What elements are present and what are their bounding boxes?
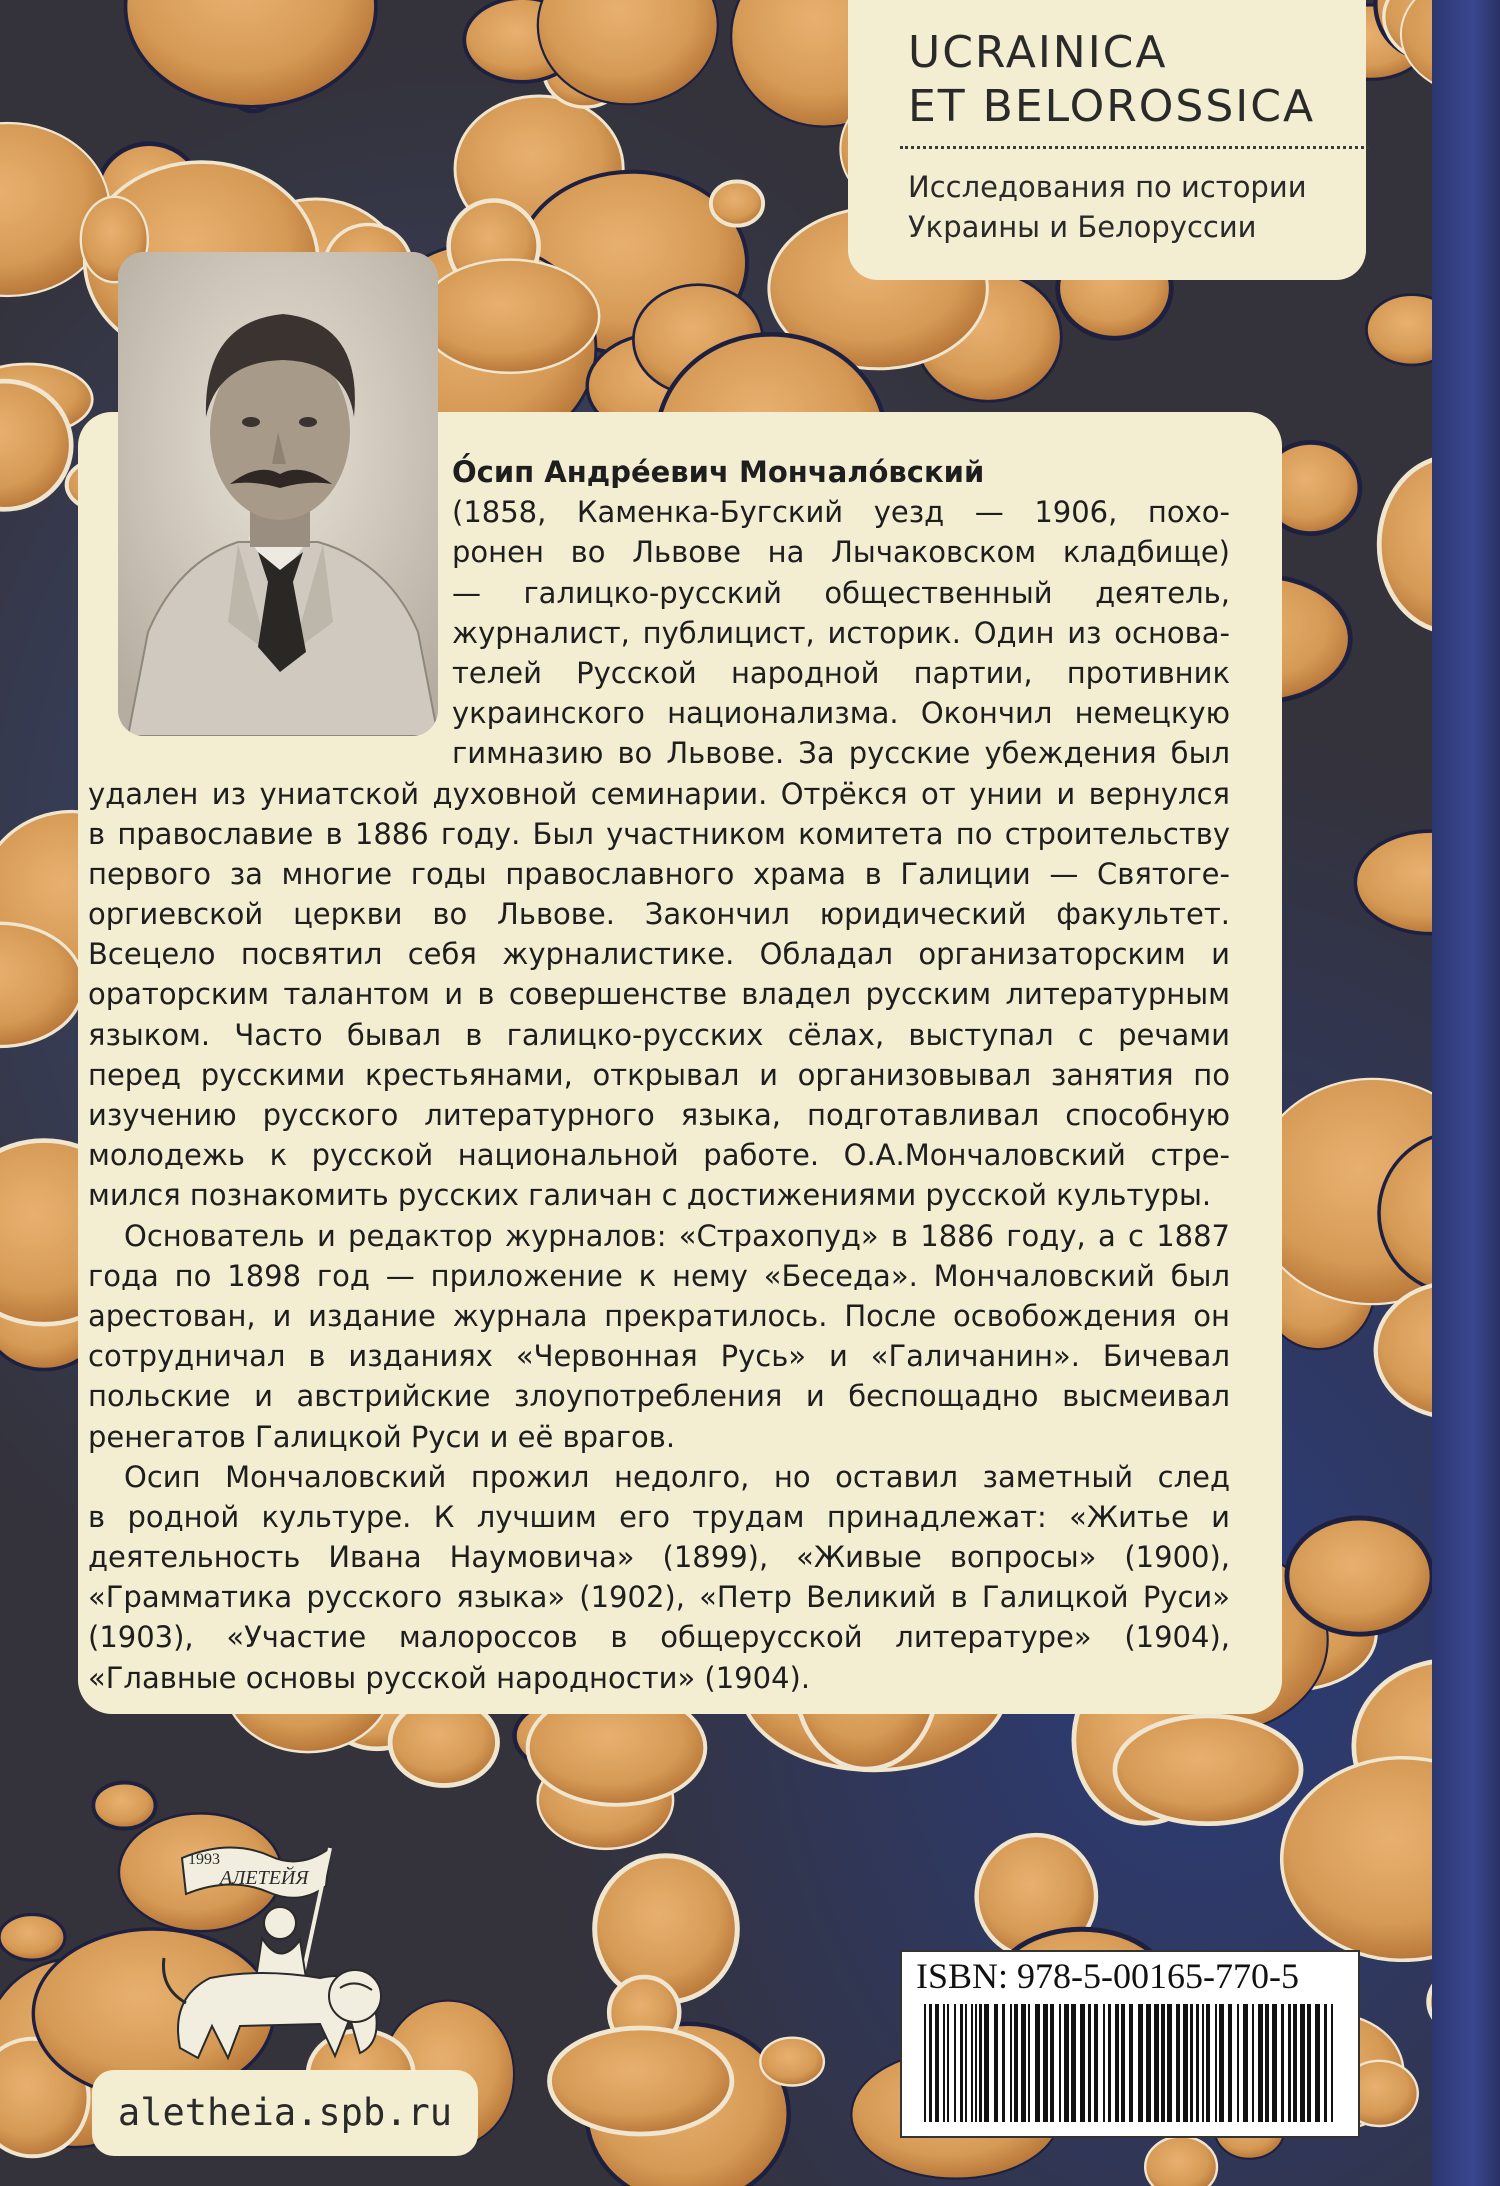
barcode-bar [979,2004,982,2122]
bio-line: Основатель и редактор журналов: «Страхопуд» в 1886 году, а с 1887 [124,1218,1230,1253]
barcode-bar [1121,2004,1125,2122]
bio-line: телей Русской народной партии, противник [452,655,1230,690]
bio-line: удален из униатской духовной семинарии. Отрёкся от унии и вернулся [88,776,1230,811]
series-subtitle [908,167,1366,247]
barcode-bar [994,2004,998,2122]
barcode-bar [1161,2004,1165,2122]
barcode-bar [1293,2004,1297,2122]
series-subtitle-line2: Украины и Белоруссии [908,210,1257,244]
barcode-bar [929,2004,932,2122]
barcode-bar [1064,2004,1069,2122]
series-box [848,0,1366,280]
bio-line: польские и австрийские злоупотребления и беспощадно высмеивал [88,1379,1230,1414]
barcode-bar [1183,2004,1188,2122]
marble-blob [550,2028,732,2134]
barcode-bar [1272,2004,1277,2122]
barcode-bar [1014,2004,1018,2122]
series-subtitle-line1: Исследования по истории [908,170,1307,204]
barcode-bar [984,2004,989,2122]
barcode-bar [1315,2004,1320,2122]
barcode-bar [1258,2004,1263,2122]
bio-line: (1903), «Участие малороссов в общерусской литературе» (1904), [88,1620,1230,1655]
barcode-bar [1167,2004,1172,2122]
logo-year: 1993 [188,1851,220,1868]
bio-line: ораторским талантом и в совершенстве владел русским литературным [88,977,1230,1012]
barcode-bar [1071,2004,1076,2122]
barcode-bar [1281,2004,1284,2122]
barcode-bar [1154,2004,1159,2122]
isbn-text: ISBN: 978-5-00165-770-5 [916,1956,1299,1996]
bio-line: гимназию во Львове. За русские убеждения был [452,736,1230,771]
barcode-bar [1002,2004,1005,2122]
bio-line: оргиевской церкви во Львове. Закончил юридический факультет. [88,897,1230,932]
barcode-bar [1252,2004,1254,2122]
spine-edge [1432,0,1500,2186]
bio-line: языком. Часто бывал в галицко-русских сёлах, выступал с речами [88,1017,1230,1052]
bio-line: сотрудничал в изданиях «Червонная Русь» и «Галичанин». Бичевал [88,1339,1230,1374]
marble-blob [1145,2137,1217,2186]
barcode-bar [1196,2004,1199,2122]
barcode-bar [947,2004,949,2122]
marble-blob [1287,1518,1432,1634]
barcode-bar [1103,2004,1105,2122]
bio-line: молодежь к русской национальной работе. О.А.Мончаловский стре- [88,1138,1230,1173]
barcode-bar [1115,2004,1119,2122]
barcode-bar [1129,2004,1133,2122]
barcode-bar [965,2004,967,2122]
barcode-bar [1243,2004,1248,2122]
barcode-bar [943,2004,945,2122]
series-divider [900,146,1370,149]
marble-blob [1115,1716,1301,1824]
barcode-bar [1108,2004,1111,2122]
barcode-bar [960,2004,963,2122]
barcode-bar [1088,2004,1091,2122]
barcode-bar [975,2004,977,2122]
bio-line: перед русскими крестьянами, открывал и организовывал занятия по [88,1057,1230,1092]
barcode-bar [1138,2004,1143,2122]
publisher-website[interactable]: aletheia.spb.ru [92,2070,478,2156]
bio-line: (1858, Каменка-Бугский уезд — 1906, похо- [452,495,1230,530]
bio-line: в родной культуре. К лучшим его трудам принадлежат: «Житье и [88,1499,1230,1534]
bio-line: — галицко-русский общественный деятель, [452,575,1230,610]
isbn-barcode [900,1950,1360,2138]
barcode-bar [1288,2004,1291,2122]
barcode-bar [1146,2004,1151,2122]
barcode-bar [1300,2004,1305,2122]
author-name: О́сип Андре́евич Мончало́вский [452,455,985,489]
marble-blob [93,1783,155,1829]
bio-line: арестован, и издание журнала прекратилось. После освобождения он [88,1298,1230,1333]
barcode-bar [1094,2004,1098,2122]
bio-line: Всецело посвятил себя журналистике. Обладал организаторским и [88,937,1230,972]
bio-line: «Грамматика русского языка» (1902), «Петр Великий в Галицкой Руси» [88,1580,1230,1615]
bio-line: в православие в 1886 году. Был участником комитета по строительству [88,816,1230,851]
marble-blob [126,0,376,107]
barcode-bar [1228,2004,1232,2122]
barcode-bar [924,2004,926,2122]
logo-name: АЛЕТЕЙЯ [220,1867,309,1889]
marble-blob [595,1856,738,2002]
barcode-bar [1190,2004,1193,2122]
publisher-logo [150,1828,410,2068]
barcode-bar [1010,2004,1012,2122]
barcode-bar [935,2004,939,2122]
barcode-bar [1059,2004,1061,2122]
bio-line: журналист, публицист, историк. Один из основа- [452,615,1230,650]
barcode-bar [954,2004,956,2122]
barcode-bar [1050,2004,1054,2122]
marble-blob [760,2038,824,2086]
bio-line: украинского национализма. Окончил немецкую [452,696,1230,731]
barcode-bar [1237,2004,1239,2122]
bio-line: ронен во Львове на Лычаковском кладбище) [452,535,1230,570]
series-title-line2: ET BELOROSSICA [908,81,1316,132]
bio-line: «Главные основы русской народности» (1904). [88,1660,811,1695]
marble-blob [0,1915,65,1960]
biography-text [88,452,1230,1698]
barcode-bar [1028,2004,1030,2122]
barcode-bar [1307,2004,1311,2122]
bio-line: первого за многие годы православного храма в Галиции — Святоге- [88,856,1230,891]
bio-line: изучению русского литературного языка, подготавливал способную [88,1098,1230,1132]
barcode-bar [1035,2004,1040,2122]
barcode-bar [1202,2004,1204,2122]
barcode-bar [1206,2004,1210,2122]
bio-line: деятельность Ивана Наумовича» (1899), «Живые вопросы» (1900), [88,1540,1230,1575]
series-title [908,26,1366,134]
bio-line: мился познакомить русских галичан с достижениями русской культуры. [88,1178,1212,1213]
bio-line: ренегатов Галицкой Руси и её врагов. [88,1419,676,1454]
barcode-bar [1219,2004,1224,2122]
barcode-bar [1265,2004,1269,2122]
bio-line: Осип Мончаловский прожил недолго, но оставил заметный след [124,1459,1230,1494]
barcode-bar [1043,2004,1048,2122]
marble-blob [421,260,600,373]
barcode-bar [1080,2004,1085,2122]
bio-line: года по 1898 год — приложение к нему «Беседа». Мончаловский был [88,1258,1230,1293]
barcode-bars [916,2004,1344,2126]
marble-blob [711,181,763,225]
barcode-bar [1331,2004,1333,2122]
series-title-line1: UCRAINICA [908,27,1168,78]
barcode-bar [1324,2004,1327,2122]
barcode-bar [1021,2004,1026,2122]
barcode-bar [971,2004,973,2122]
barcode-bar [1215,2004,1217,2122]
barcode-bar [1176,2004,1180,2122]
